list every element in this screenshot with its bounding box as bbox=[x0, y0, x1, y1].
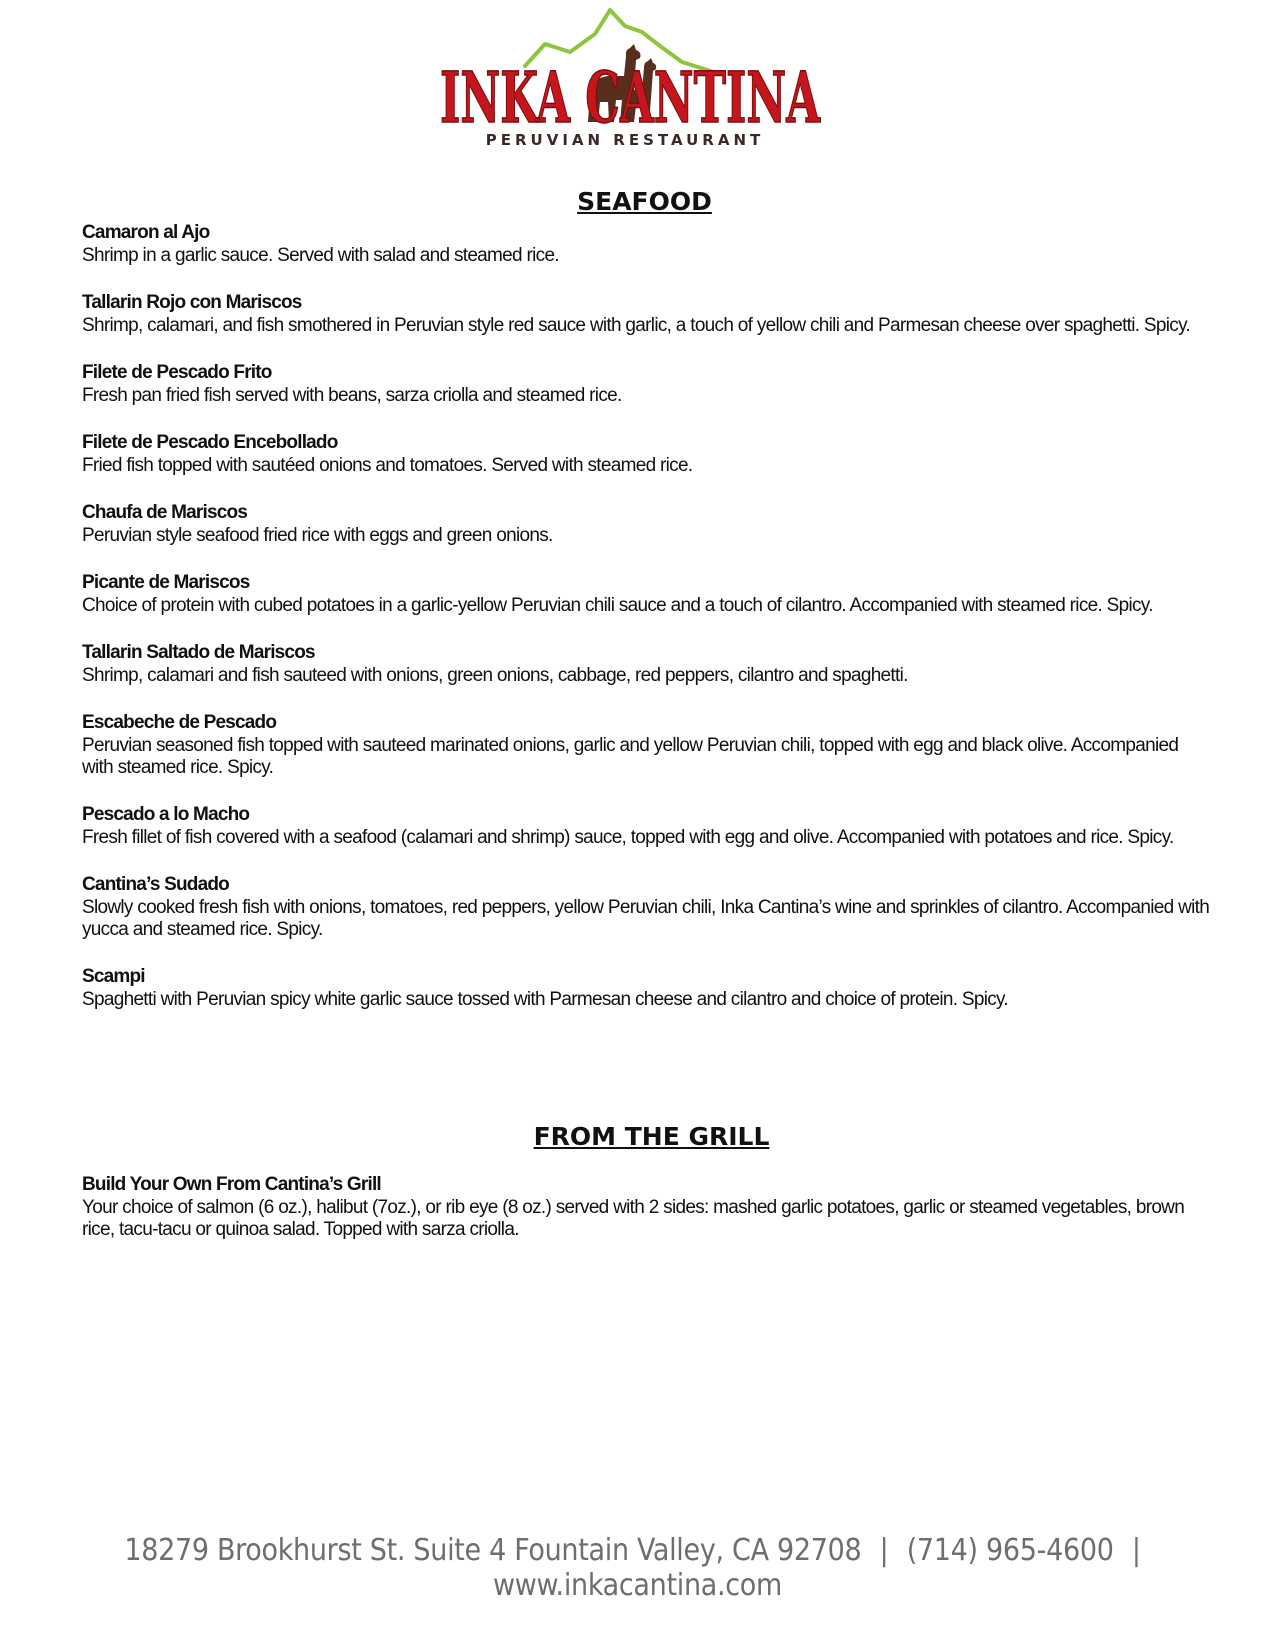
logo-tagline: PERUVIAN RESTAURANT bbox=[485, 131, 765, 149]
item-name: Escabeche de Pescado bbox=[82, 712, 277, 733]
menu-item bbox=[82, 873, 1212, 941]
item-description: Your choice of salmon (6 oz.), halibut (7oz.), or rib eye (8 oz.) served with 2 sides: mashed garlic potatoes, garlic or steamed vegetables, brown rice, tacu-tacu or quinoa salad. Topped with sarza criolla. bbox=[82, 1197, 1185, 1240]
item-name: Filete de Pescado Encebollado bbox=[82, 432, 338, 453]
menu-item bbox=[82, 571, 1212, 617]
item-name: Chaufa de Mariscos bbox=[82, 502, 248, 523]
item-name: Pescado a lo Macho bbox=[82, 804, 250, 825]
item-description: Spaghetti with Peruvian spicy white garlic sauce tossed with Parmesan cheese and cilantro and choice of protein. Spicy. bbox=[82, 989, 1009, 1010]
item-name: Filete de Pescado Frito bbox=[82, 362, 272, 383]
item-description: Fresh fillet of fish covered with a seafood (calamari and shrimp) sauce, topped with egg and olive. Accompanied with potatoes and rice. Spicy. bbox=[82, 827, 1174, 848]
menu-item bbox=[82, 291, 1212, 337]
menu-item bbox=[82, 221, 1212, 267]
footer-phone: (714) 965-4600 bbox=[906, 1533, 1114, 1568]
section-heading-grill: FROM THE GRILL bbox=[533, 1122, 770, 1151]
menu-item bbox=[82, 431, 1212, 477]
item-name: Picante de Mariscos bbox=[82, 572, 250, 593]
item-name: Scampi bbox=[82, 966, 145, 987]
logo-wordmark: INKA CANTINA bbox=[440, 56, 822, 139]
menu-item bbox=[82, 361, 1212, 407]
restaurant-logo bbox=[420, 4, 840, 164]
item-name: Camaron al Ajo bbox=[82, 222, 210, 243]
menu-item bbox=[82, 711, 1212, 779]
item-name: Tallarin Rojo con Mariscos bbox=[82, 292, 302, 313]
item-name: Cantina’s Sudado bbox=[82, 874, 229, 895]
section-heading-seafood: SEAFOOD bbox=[577, 187, 712, 216]
item-name: Build Your Own From Cantina’s Grill bbox=[82, 1174, 381, 1195]
footer-contact bbox=[0, 1533, 1275, 1603]
item-description: Shrimp in a garlic sauce. Served with salad and steamed rice. bbox=[82, 245, 559, 266]
footer-separator: | bbox=[879, 1533, 889, 1568]
item-description: Peruvian seasoned fish topped with sauteed marinated onions, garlic and yellow Peruvian chili, topped with egg and black olive. Accompanied with steamed rice. Spicy. bbox=[82, 735, 1179, 778]
seafood-menu-list bbox=[82, 221, 1212, 1035]
footer-address: 18279 Brookhurst St. Suite 4 Fountain Valley, CA 92708 bbox=[124, 1533, 862, 1568]
item-description: Fresh pan fried fish served with beans, sarza criolla and steamed rice. bbox=[82, 385, 622, 406]
menu-item bbox=[82, 1173, 1212, 1241]
footer-website-link[interactable]: www.inkacantina.com bbox=[492, 1568, 782, 1603]
menu-item bbox=[82, 803, 1212, 849]
item-description: Slowly cooked fresh fish with onions, tomatoes, red peppers, yellow Peruvian chili, Inka Cantina’s wine and sprinkles of cilantro. Accompanied with yucca and steamed rice. Spicy. bbox=[82, 897, 1210, 940]
item-description: Shrimp, calamari, and fish smothered in Peruvian style red sauce with garlic, a touch of yellow chili and Parmesan cheese over spaghetti. Spicy. bbox=[82, 315, 1191, 336]
menu-item bbox=[82, 965, 1212, 1011]
footer-separator: | bbox=[1131, 1533, 1141, 1568]
item-description: Peruvian style seafood fried rice with eggs and green onions. bbox=[82, 525, 553, 546]
item-description: Fried fish topped with sautéed onions and tomatoes. Served with steamed rice. bbox=[82, 455, 693, 476]
item-description: Choice of protein with cubed potatoes in a garlic-yellow Peruvian chili sauce and a touch of cilantro. Accompanied with steamed rice. Spicy. bbox=[82, 595, 1153, 616]
menu-item bbox=[82, 501, 1212, 547]
item-name: Tallarin Saltado de Mariscos bbox=[82, 642, 315, 663]
menu-item bbox=[82, 641, 1212, 687]
grill-menu-list bbox=[82, 1173, 1212, 1265]
item-description: Shrimp, calamari and fish sauteed with onions, green onions, cabbage, red peppers, cilantro and spaghetti. bbox=[82, 665, 908, 686]
